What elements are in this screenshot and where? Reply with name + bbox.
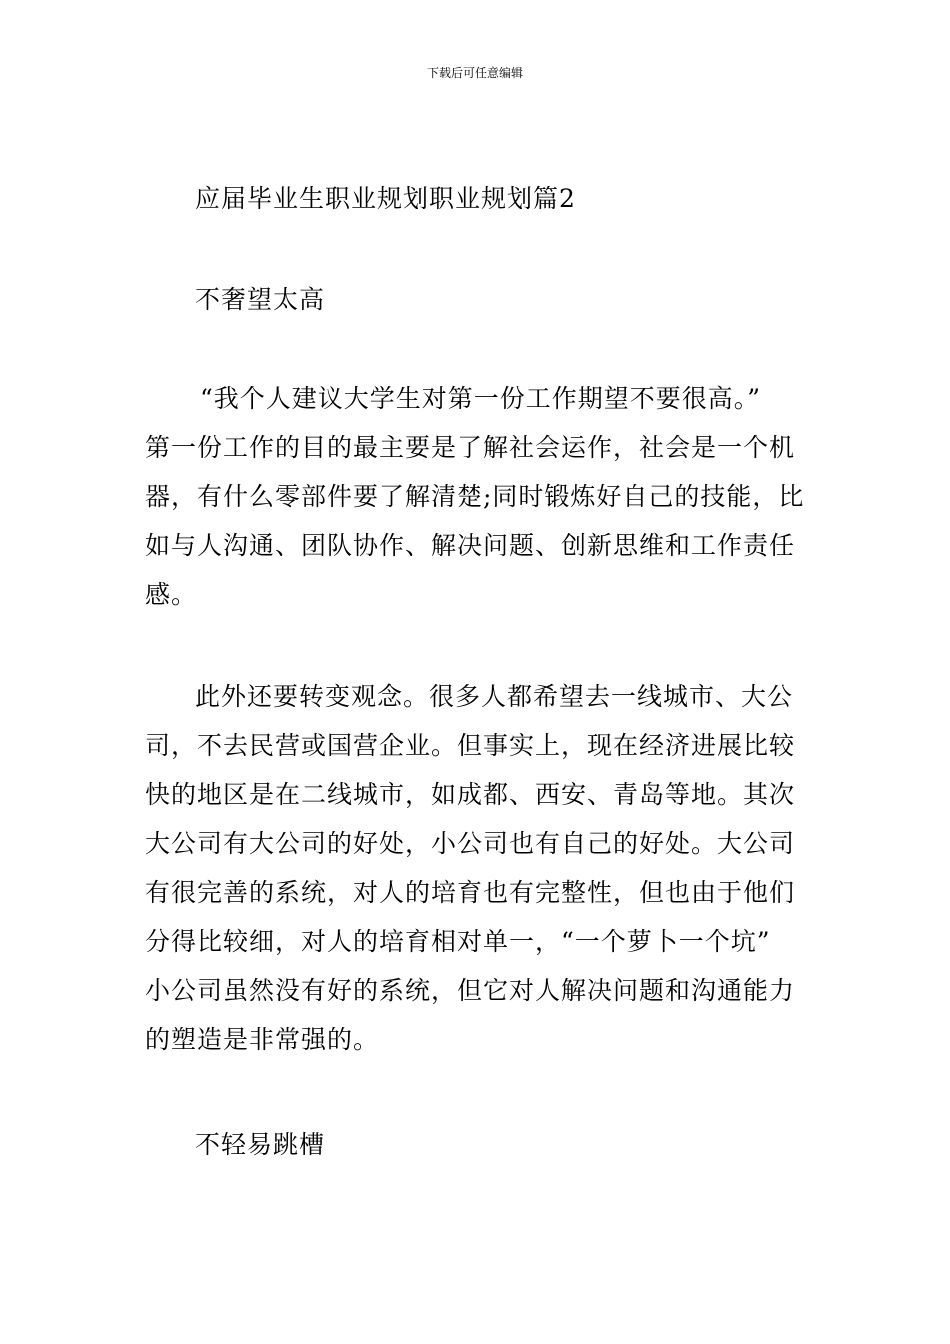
paragraph-line: 快的地区是在二线城市，如成都、西安、青岛等地。其次 (145, 780, 796, 809)
paragraph-line: “我个人建议大学生对第一份工作期望不要很高。” (200, 384, 762, 413)
paragraph-line: 有很完善的系统，对人的培育也有完整性，但也由于他们 (145, 878, 796, 907)
paragraph-line: 分得比较细，对人的培育相对单一，“一个萝卜一个坑” (145, 927, 771, 956)
document-title: 应届毕业生职业规划职业规划篇2 (195, 184, 576, 213)
paragraph-line: 感。 (145, 580, 198, 609)
paragraph-line: 的塑造是非常强的。 (145, 1025, 380, 1054)
paragraph-line: 第一份工作的目的最主要是了解社会运作，社会是一个机 (145, 433, 796, 462)
paragraph-line: 大公司有大公司的好处，小公司也有自己的好处。大公司 (145, 829, 796, 858)
paragraph-line: 司，不去民营或国营企业。但事实上，现在经济进展比较 (145, 731, 796, 760)
section-heading: 不轻易跳槽 (195, 1130, 326, 1159)
header-note: 下载后可任意编辑 (426, 66, 523, 80)
section-heading: 不奢望太高 (195, 285, 326, 314)
paragraph-line: 器，有什么零部件要了解清楚;同时锻炼好自己的技能，比 (145, 482, 805, 511)
paragraph-line: 此外还要转变观念。很多人都希望去一线城市、大公 (195, 682, 794, 711)
paragraph-line: 小公司虽然没有好的系统，但它对人解决问题和沟通能力 (145, 976, 796, 1005)
paragraph-line: 如与人沟通、团队协作、解决问题、创新思维和工作责任 (145, 531, 796, 560)
